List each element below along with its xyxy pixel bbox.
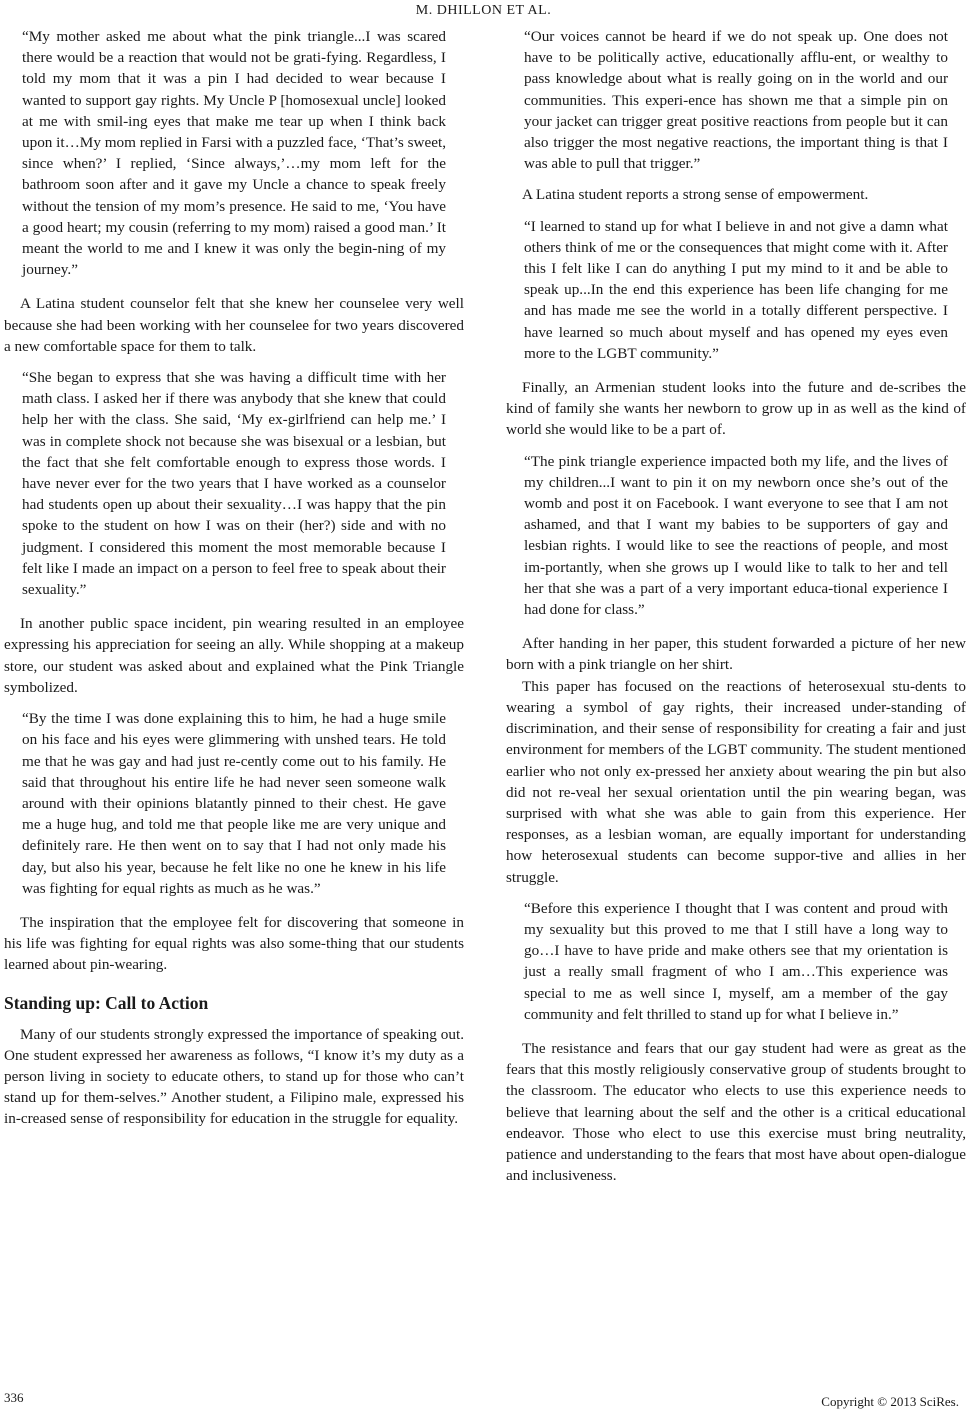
body-paragraph: The inspiration that the employee felt for discovering that someone in his life was fighting for equal rights was also some-thing that our students learned about pin-wearing. [4,913,464,974]
copyright-notice: Copyright © 2013 SciRes. [821,1394,959,1409]
quote-block: “Our voices cannot be heard if we do not speak up. One does not have to be politically active, educationally afflu-ent, or wealthy to pass knowledge about what is really going on in the world and our communities. This experi-ence has shown me that a simple pin on your jacket can trigger great positive reactions from people but it can also trigger the most negative reactions, the important thing is that I was able to pull that trigger.” [524,28,948,173]
running-head: M. DHILLON ET AL. [415,3,552,18]
section-heading: Standing up: Call to Action [4,992,209,1013]
body-paragraph: After handing in her paper, this student forwarded a picture of her new born with a pink triangle on her shirt. [506,635,966,674]
quote-block: “Before this experience I thought that I was content and proud with my sexuality but this proved to me that I still have a long way to go…I have to have pride and make others see that my orientation is just a really small fragment of who I am…This experience was special to me as well since I, myself, am a member of the gay community and felt thrilled to stand up for what I believe in.” [524,899,948,1023]
right-column [506,26,966,1186]
quote-block: “My mother asked me about what the pink triangle...I was scared there would be a reaction that would not be grati-fying. Regardless, I told my mom that it was a pin I had decided to wear because I wanted to support gay rights. My Uncle P [homosexual uncle] looked at me with smil-ing eyes that make me tear up when I think back upon it…My mom replied in Farsi with a puzzled face, ‘That’s sweet, since when?’ I replied, ‘Since always,’…my mom left for the bathroom soon after and it gave my Uncle a chance to speak freely without the tension of my mom’s presence. He said to me, ‘You have a good heart; my cousin (referring to my mom) raised a good man.’ It meant the world to me and I knew it was only the begin-ning of my journey.” [22,28,446,279]
body-paragraph: The resistance and fears that our gay student had were as great as the fears that this mostly religiously conservative group of students brought to the classroom. The educator who elects to use this experience needs to believe that learning about the self and the other is a critical educational endeavor. Those who elect to use this exercise must bring neutrality, patience and understanding to the fears that most have about open-dialogue and inclusiveness. [506,1039,966,1185]
body-paragraph: Finally, an Armenian student looks into the future and de-scribes the kind of family she wants her newborn to grow up in as well as the kind of world she would like to be a part of. [506,379,966,439]
quote-block: “By the time I was done explaining this to him, he had a huge smile on his face and his eyes were glimmering with unshed tears. He told me that he was gay and had just re-cently come out to his family. He said that throughout his entire life he had never seen someone walk around with their opinions blatantly pinned to their chest. He gave me a huge hug, and told me that people like me are very unique and definitely rare. He then went on to say that I had not only made his day, but also his year, because he felt like no one he knew in his life was fighting for equal rights as much as he was.” [22,710,446,897]
quote-block: “The pink triangle experience impacted both my life, and the lives of my children...I want to pin it on my newborn once she’s out of the womb and post it on Facebook. I want everyone to see that I am not ashamed, and that I want my babies to be supporters of gay and lesbian rights. I would like to see the reactions of people, and most im-portantly, when she grows up I would like to talk to her and tell her that she was a part of a very important educa-tional experience I had done for class.” [524,452,948,619]
body-paragraph: This paper has focused on the reactions of heterosexual stu-dents to wearing a symbol of gay rights, their increased under-standing of discrimination, and their sense of responsibility for creating a fair and just environment for members of the LGBT community. The student mentioned earlier who not only ex-pressed her anxiety about wearing the pin but also did not re-veal her sexual orientation until the pin wearing began, was surprised with what she was able to gain from this experience. Her responses, as a lesbian woman, are equally important for understanding how heterosexual students can become suppor-tive and allies in her struggle. [506,677,966,886]
quote-block: “She began to express that she was having a difficult time with her math class. I asked her if there was anybody that she knew that could help her with the class. She said, ‘My ex-girlfriend can help me.’ I was in complete shock not because she was bisexual or a lesbian, but the fact that she felt comfortable enough to express those words. I have never ever for the two years that I have worked as a counselor had students open up about their sexuality…I was happy that the pin spoke to the student on how I was on their (her?) side and with no judgment. I considered this moment the most memorable because I felt like I made an impact on a person to feel free to speak about their sexuality.” [22,369,446,599]
body-paragraph: A Latina student reports a strong sense of empowerment. [522,186,869,204]
left-column [4,26,464,1130]
quote-block: “I learned to stand up for what I believe in and not give a damn what others think of me or the consequences that might come with it. After this I felt like I can do anything I put my mind to it and be able to speak up...In the end this experience has been life changing for me and has made me see the world in a totally different perspective. I have learned so much about myself and has opened my eyes even more to the LGBT community.” [524,217,948,362]
body-paragraph: Many of our students strongly expressed the importance of speaking out. One student expressed her awareness as follows, “I know it’s my duty as a person living in society to educate others, to stand up for those who can’t stand up for them-selves.” Another student, a Filipino male, expressed his in-creased sense of responsibility for education in the struggle for equality. [4,1025,464,1128]
body-paragraph: In another public space incident, pin wearing resulted in an employee expressing his appreciation for seeing an ally. While shopping at a makeup store, our student was asked about and explained what the Pink Triangle symbolized. [4,615,464,696]
page-number: 336 [4,1390,24,1405]
body-paragraph: A Latina student counselor felt that she knew her counselee very well because she had been working with her counselee for two years discovered a new comfortable space for them to talk. [4,295,464,355]
